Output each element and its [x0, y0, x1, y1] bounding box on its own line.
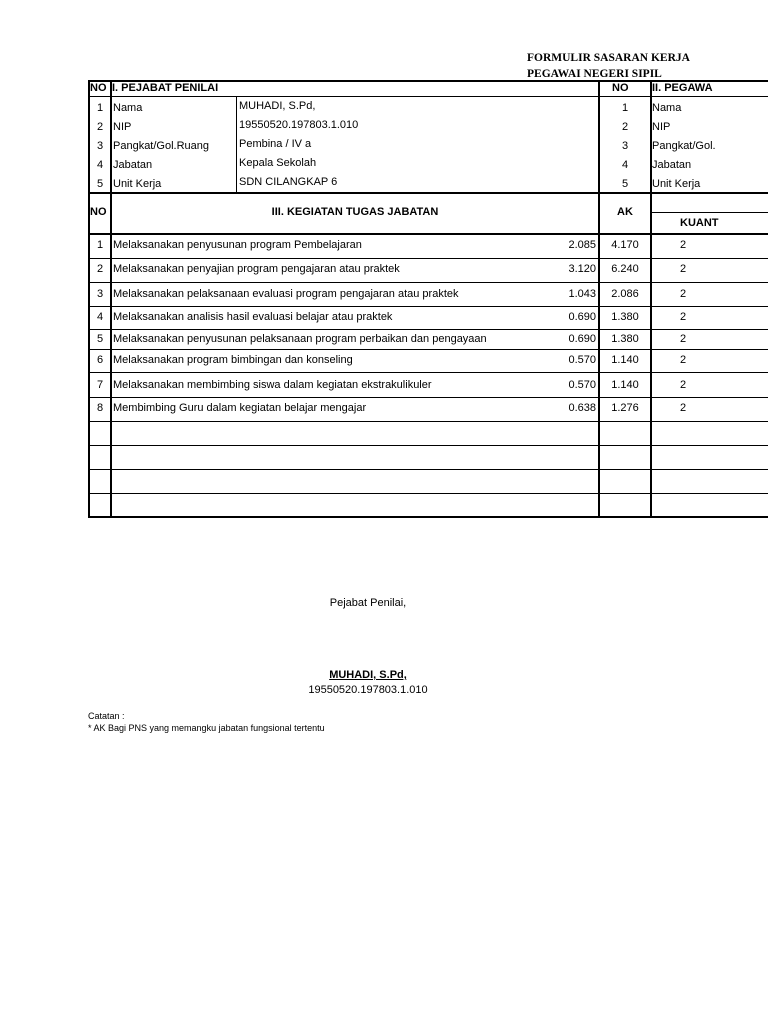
section1-row-value: Pembina / IV a	[239, 138, 312, 150]
signature-name: MUHADI, S.Pd,	[329, 669, 407, 681]
activity-ak-unit: 3.120	[568, 263, 596, 275]
activity-name: Melaksanakan penyusunan program Pembelajaran	[113, 239, 362, 251]
activity-name: Melaksanakan program bimbingan dan konseling	[113, 354, 353, 366]
section1-row-label: NIP	[113, 121, 132, 133]
section2-row-label: Jabatan	[652, 159, 692, 171]
signature-role: Pejabat Penilai,	[329, 597, 407, 609]
section2-row-no: 3	[621, 140, 629, 152]
section1-row-no: 2	[96, 121, 104, 133]
activity-ak: 1.276	[611, 402, 639, 414]
section2-title: II. PEGAWA	[652, 82, 713, 94]
activity-ak-unit: 1.043	[568, 288, 596, 300]
activity-kuant: 2	[680, 311, 687, 323]
section1-no-header: NO	[90, 82, 107, 94]
section1-row-value: MUHADI, S.Pd,	[239, 100, 316, 112]
activity-ak: 1.380	[611, 333, 639, 345]
section1-row-value: Kepala Sekolah	[239, 157, 317, 169]
activity-name: Melaksanakan analisis hasil evaluasi belajar atau praktek	[113, 311, 393, 323]
activity-ak-unit: 0.690	[568, 333, 596, 345]
activity-ak-unit: 0.570	[568, 354, 596, 366]
activity-ak: 6.240	[611, 263, 639, 275]
activity-ak: 4.170	[611, 239, 639, 251]
activity-no: 2	[96, 263, 104, 275]
section2-row-no: 1	[621, 102, 629, 114]
notes-text: * AK Bagi PNS yang memangku jabatan fungsional tertentu	[88, 723, 325, 733]
activity-kuant: 2	[680, 333, 687, 345]
section1-row-no: 3	[96, 140, 104, 152]
form-title-line2: PEGAWAI NEGERI SIPIL	[527, 68, 662, 80]
section1-title: I. PEJABAT PENILAI	[112, 82, 219, 94]
activity-ak: 1.140	[611, 354, 639, 366]
activity-no: 3	[96, 288, 104, 300]
activity-name: Melaksanakan penyajian program pengajaran atau praktek	[113, 263, 400, 275]
activity-no: 6	[96, 354, 104, 366]
activity-ak: 1.140	[611, 379, 639, 391]
activity-name: Melaksanakan pelaksanaan evaluasi program pengajaran atau praktek	[113, 288, 459, 300]
form-title-line1: FORMULIR SASARAN KERJA	[527, 52, 690, 64]
activity-name: Melaksanakan penyusunan pelaksanaan program perbaikan dan pengayaan	[113, 333, 487, 345]
section1-row-no: 1	[96, 102, 104, 114]
section3-title: III. KEGIATAN TUGAS JABATAN	[271, 206, 439, 218]
section1-row-label: Nama	[113, 102, 143, 114]
activity-kuant: 2	[680, 402, 687, 414]
section2-row-label: Pangkat/Gol.	[652, 140, 716, 152]
activity-ak-unit: 0.638	[568, 402, 596, 414]
section2-row-label: Nama	[652, 102, 682, 114]
section1-row-value: 19550520.197803.1.010	[239, 119, 359, 131]
section2-row-label: NIP	[652, 121, 671, 133]
activity-no: 1	[96, 239, 104, 251]
activity-kuant: 2	[680, 379, 687, 391]
activity-no: 5	[96, 333, 104, 345]
section1-row-label: Jabatan	[113, 159, 153, 171]
section2-row-no: 4	[621, 159, 629, 171]
activity-ak: 1.380	[611, 311, 639, 323]
activity-no: 8	[96, 402, 104, 414]
section1-row-no: 5	[96, 178, 104, 190]
signature-nip: 19550520.197803.1.010	[308, 684, 428, 696]
activity-kuant: 2	[680, 263, 687, 275]
activity-ak-unit: 0.690	[568, 311, 596, 323]
activity-no: 7	[96, 379, 104, 391]
section3-kuant-header: KUANT	[680, 217, 719, 229]
activity-ak-unit: 2.085	[568, 239, 596, 251]
notes-label: Catatan :	[88, 711, 125, 721]
activity-no: 4	[96, 311, 104, 323]
section2-row-label: Unit Kerja	[652, 178, 701, 190]
activity-ak: 2.086	[611, 288, 639, 300]
activity-kuant: 2	[680, 288, 687, 300]
section3-no-header: NO	[90, 206, 107, 218]
section2-row-no: 2	[621, 121, 629, 133]
section1-row-label: Pangkat/Gol.Ruang	[113, 140, 210, 152]
activity-name: Melaksanakan membimbing siswa dalam kegiatan ekstrakulikuler	[113, 379, 432, 391]
section1-row-label: Unit Kerja	[113, 178, 162, 190]
section1-row-no: 4	[96, 159, 104, 171]
section2-row-no: 5	[621, 178, 629, 190]
section3-ak-header: AK	[617, 206, 633, 218]
section1-row-value: SDN CILANGKAP 6	[239, 176, 338, 188]
section2-no-header: NO	[612, 82, 629, 94]
activity-name: Membimbing Guru dalam kegiatan belajar mengajar	[113, 402, 367, 414]
activity-kuant: 2	[680, 354, 687, 366]
activity-ak-unit: 0.570	[568, 379, 596, 391]
activity-kuant: 2	[680, 239, 687, 251]
